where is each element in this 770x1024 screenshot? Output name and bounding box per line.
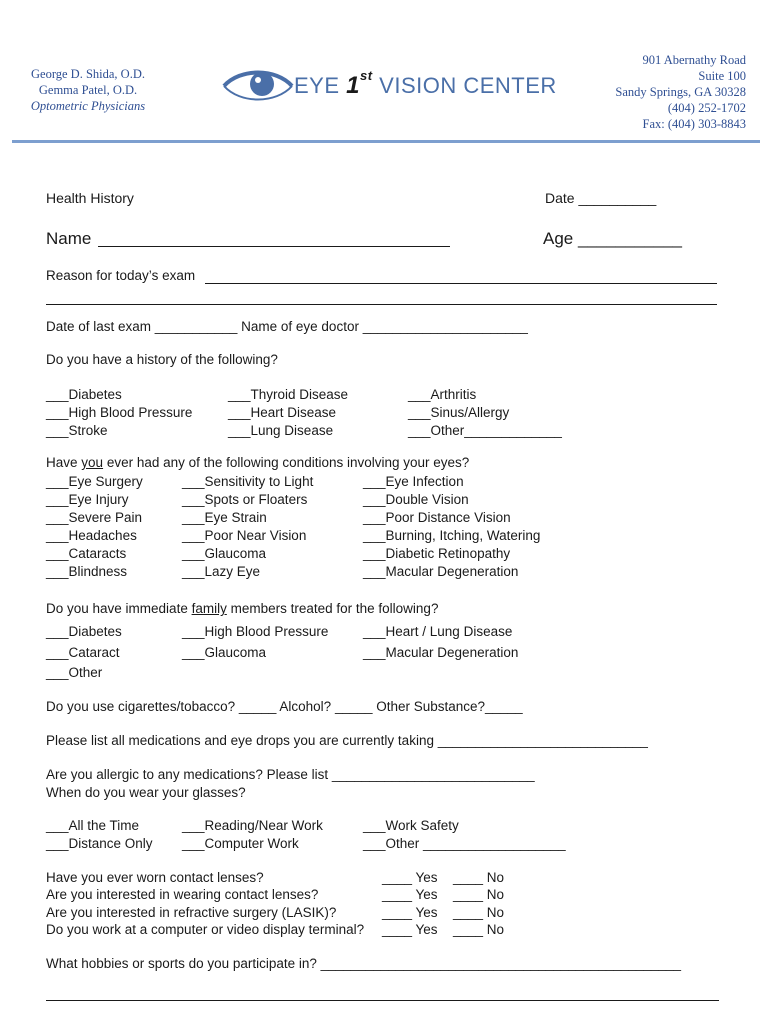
- no-option[interactable]: ____ No: [453, 921, 505, 937]
- yes-no-question: Are you interested in refractive surgery (LASIK)?: [46, 904, 337, 920]
- doctor-name: George D. Shida, O.D.: [31, 67, 145, 81]
- reason-label: Reason for today’s exam: [46, 268, 196, 283]
- allergies-field[interactable]: Are you allergic to any medications? Please list ___________________________: [46, 767, 535, 782]
- brand-st: st: [360, 68, 373, 83]
- last-exam-field[interactable]: Date of last exam ___________ Name of eye doctor ______________________: [46, 319, 528, 334]
- checkbox-item[interactable]: ___Headaches: [46, 528, 137, 543]
- checkbox-item[interactable]: ___Diabetes: [46, 624, 122, 639]
- question-emphasis: you: [81, 455, 104, 470]
- no-option[interactable]: ____ No: [453, 887, 505, 903]
- checkbox-item[interactable]: ___Poor Near Vision: [182, 528, 307, 543]
- brand-one: 1: [346, 72, 360, 99]
- brand-eye: EYE: [294, 73, 347, 98]
- checkbox-item[interactable]: ___Double Vision: [363, 492, 469, 507]
- doctor-name: Gemma Patel, O.D.: [38, 83, 138, 97]
- form-title: Health History: [46, 190, 134, 206]
- checkbox-item[interactable]: ___Work Safety: [363, 818, 459, 833]
- checkbox-item[interactable]: ___Thyroid Disease: [228, 387, 349, 402]
- hobbies-field-continued[interactable]: [46, 1000, 719, 1001]
- history-column-2: [228, 386, 348, 440]
- eye-logo-icon: [222, 66, 294, 106]
- family-column-2: [182, 622, 328, 663]
- eye-column-3: [363, 473, 540, 581]
- checkbox-item[interactable]: ___Sinus/Allergy: [408, 405, 510, 420]
- medications-field[interactable]: Please list all medications and eye drops you are currently taking ____________________________: [46, 733, 648, 748]
- family-column-1: [46, 622, 122, 684]
- checkbox-item[interactable]: ___Diabetes: [46, 387, 122, 402]
- question-text: ever had any of the following conditions involving your eyes?: [103, 455, 470, 470]
- checkbox-item[interactable]: ___Cataract: [46, 644, 120, 660]
- no-column: [453, 869, 504, 938]
- checkbox-item[interactable]: ___Lung Disease: [228, 423, 334, 438]
- history-column-1: [46, 386, 192, 440]
- checkbox-item[interactable]: ___Heart Disease: [228, 405, 337, 420]
- glasses-question: When do you wear your glasses?: [46, 785, 246, 800]
- family-column-3: [363, 622, 518, 663]
- hobbies-field[interactable]: What hobbies or sports do you participate in? ________________________________________________: [46, 956, 682, 971]
- checkbox-item[interactable]: ___Macular Degeneration: [363, 564, 519, 579]
- header-divider: [12, 140, 760, 143]
- family-question: [46, 601, 438, 616]
- checkbox-item[interactable]: ___Arthritis: [408, 387, 477, 402]
- history-column-3: [408, 386, 562, 440]
- question-text: Have: [46, 455, 82, 470]
- checkbox-item[interactable]: ___High Blood Pressure: [46, 405, 193, 420]
- substance-question[interactable]: Do you use cigarettes/tobacco? _____ Alcohol? _____ Other Substance?_____: [46, 699, 523, 714]
- yes-option[interactable]: ____ Yes: [382, 921, 438, 937]
- checkbox-item[interactable]: ___Glaucoma: [182, 546, 267, 561]
- fax: Fax: (404) 303-8843: [642, 117, 746, 131]
- checkbox-item[interactable]: ___Cataracts: [46, 546, 127, 561]
- doctor-role: Optometric Physicians: [30, 99, 146, 113]
- checkbox-item[interactable]: ___Eye Surgery: [46, 474, 143, 489]
- checkbox-item[interactable]: ___Severe Pain: [46, 510, 143, 525]
- glasses-column-1: [46, 817, 153, 853]
- age-field[interactable]: Age ___________: [543, 229, 682, 248]
- question-text: Do you have immediate: [46, 601, 192, 616]
- name-label: Name: [46, 229, 92, 248]
- checkbox-item[interactable]: ___Spots or Floaters: [182, 492, 308, 507]
- date-field[interactable]: Date __________: [545, 190, 657, 206]
- yes-no-questions: [46, 869, 364, 938]
- reason-field-continued[interactable]: [46, 304, 717, 305]
- checkbox-item[interactable]: ___Lazy Eye: [182, 564, 261, 579]
- checkbox-item[interactable]: ___All the Time: [46, 818, 140, 833]
- yes-option[interactable]: ____ Yes: [382, 870, 438, 885]
- checkbox-item[interactable]: ___Other_____________: [408, 423, 562, 438]
- no-option[interactable]: ____ No: [453, 870, 505, 885]
- checkbox-item[interactable]: ___Burning, Itching, Watering: [363, 528, 541, 543]
- checkbox-item[interactable]: ___Eye Injury: [46, 492, 129, 507]
- no-option[interactable]: ____ No: [453, 904, 505, 920]
- checkbox-item[interactable]: ___Stroke: [46, 423, 108, 438]
- eye-column-1: [46, 473, 143, 581]
- history-question: Do you have a history of the following?: [46, 352, 278, 367]
- address-line: Sandy Springs, GA 30328: [615, 85, 746, 99]
- glasses-column-3: [363, 817, 566, 853]
- yes-no-question: Are you interested in wearing contact lenses?: [46, 887, 319, 903]
- glasses-column-2: [182, 817, 323, 853]
- checkbox-item[interactable]: ___Diabetic Retinopathy: [363, 546, 511, 561]
- brand-vision-center: VISION CENTER: [372, 73, 557, 98]
- reason-field[interactable]: [205, 283, 717, 284]
- yes-column: [382, 869, 438, 938]
- checkbox-item[interactable]: ___Heart / Lung Disease: [363, 624, 513, 639]
- checkbox-item[interactable]: ___Reading/Near Work: [182, 818, 323, 833]
- checkbox-item[interactable]: ___Eye Strain: [182, 510, 267, 525]
- yes-option[interactable]: ____ Yes: [382, 887, 438, 903]
- checkbox-item[interactable]: ___Other: [46, 665, 103, 680]
- checkbox-item[interactable]: ___Blindness: [46, 564, 128, 579]
- checkbox-item[interactable]: ___Computer Work: [182, 836, 299, 851]
- brand-name: [294, 68, 557, 100]
- eye-conditions-question: [46, 455, 469, 470]
- yes-no-question: Have you ever worn contact lenses?: [46, 870, 264, 885]
- address-line: Suite 100: [698, 69, 746, 83]
- checkbox-item[interactable]: ___Sensitivity to Light: [182, 474, 314, 489]
- checkbox-item[interactable]: ___Glaucoma: [182, 644, 267, 660]
- checkbox-item[interactable]: ___Distance Only: [46, 836, 153, 851]
- phone: (404) 252-1702: [667, 101, 746, 115]
- checkbox-item[interactable]: ___Poor Distance Vision: [363, 510, 511, 525]
- doctor-block: [26, 66, 150, 114]
- address-line: 901 Abernathy Road: [642, 53, 746, 67]
- address-block: [615, 52, 746, 132]
- checkbox-item[interactable]: ___Other ___________________: [363, 836, 566, 851]
- name-field[interactable]: [98, 246, 450, 247]
- question-text: members treated for the following?: [226, 601, 439, 616]
- yes-option[interactable]: ____ Yes: [382, 904, 438, 920]
- eye-column-2: [182, 473, 313, 581]
- checkbox-item[interactable]: ___High Blood Pressure: [182, 624, 329, 639]
- yes-no-question: Do you work at a computer or video display terminal?: [46, 921, 365, 937]
- checkbox-item[interactable]: ___Macular Degeneration: [363, 644, 519, 660]
- checkbox-item[interactable]: ___Eye Infection: [363, 474, 464, 489]
- question-emphasis: family: [191, 601, 227, 616]
